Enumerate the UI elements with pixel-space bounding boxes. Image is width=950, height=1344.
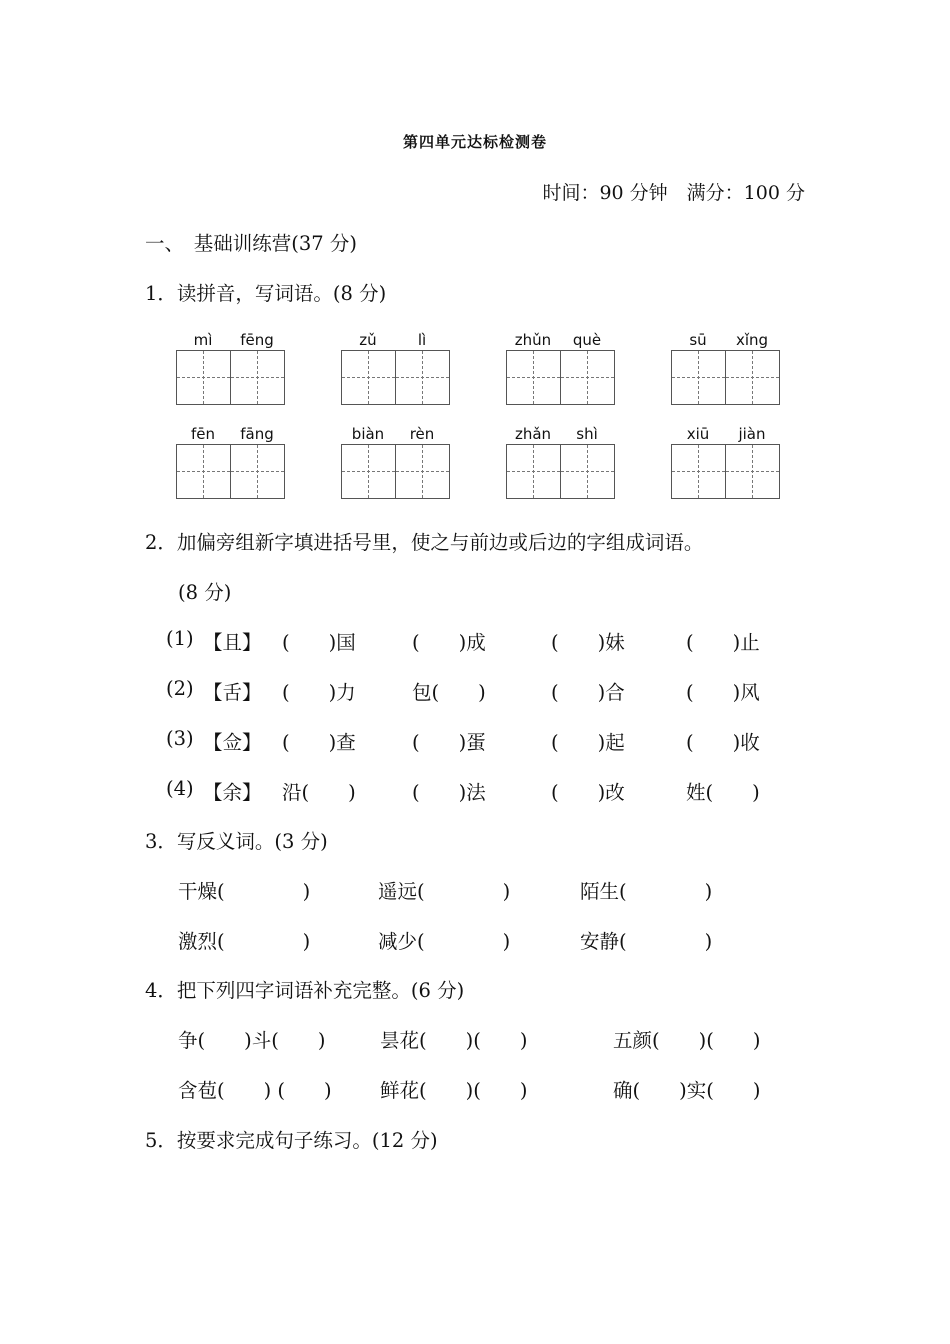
- question-2-blank[interactable]: ( )查: [282, 731, 356, 754]
- pinyin-label: lì: [417, 331, 427, 349]
- question-2-blank[interactable]: ( )改: [551, 781, 625, 804]
- question-2-score: (8 分): [178, 581, 232, 604]
- writing-cell[interactable]: [671, 444, 726, 499]
- pinyin-label: biàn: [351, 425, 385, 443]
- writing-grid[interactable]: [506, 444, 615, 499]
- pinyin-label: fēng: [240, 331, 274, 349]
- pinyin-label: xiū: [686, 425, 710, 443]
- question-3-prompt: 3．写反义词。(3 分): [145, 830, 328, 853]
- question-2-blank[interactable]: ( )收: [686, 731, 760, 754]
- writing-grid[interactable]: [176, 444, 285, 499]
- pinyin-label: fāng: [240, 425, 274, 443]
- antonym-blank[interactable]: 干燥( ): [178, 880, 311, 903]
- idiom-blank[interactable]: 争( )斗( ): [178, 1029, 326, 1052]
- question-2-radical: 【且】: [203, 631, 262, 654]
- writing-cell[interactable]: [395, 444, 450, 499]
- writing-cell[interactable]: [560, 444, 615, 499]
- section-heading: 一、 基础训练营(37 分): [145, 232, 357, 255]
- writing-cell[interactable]: [176, 444, 231, 499]
- question-2-radical: 【佥】: [203, 731, 262, 754]
- question-2-blank[interactable]: ( )成: [412, 631, 486, 654]
- pinyin-label: jiàn: [738, 425, 766, 443]
- question-2-blank[interactable]: ( )风: [686, 681, 760, 704]
- writing-cell[interactable]: [341, 350, 396, 405]
- writing-grid[interactable]: [341, 444, 450, 499]
- question-2-blank[interactable]: ( )蛋: [412, 731, 486, 754]
- question-2-blank[interactable]: ( )法: [412, 781, 486, 804]
- pinyin-label: xǐng: [735, 331, 769, 349]
- writing-cell[interactable]: [230, 350, 285, 405]
- writing-cell[interactable]: [560, 350, 615, 405]
- writing-cell[interactable]: [395, 350, 450, 405]
- antonym-blank[interactable]: 安静( ): [580, 930, 713, 953]
- question-2-blank[interactable]: ( )起: [551, 731, 625, 754]
- writing-cell[interactable]: [671, 350, 726, 405]
- exam-meta: 时间：90 分钟 满分：100 分: [542, 182, 805, 204]
- writing-grid[interactable]: [341, 350, 450, 405]
- question-2-radical: 【余】: [203, 781, 262, 804]
- writing-cell[interactable]: [341, 444, 396, 499]
- question-2-blank[interactable]: ( )国: [282, 631, 356, 654]
- question-4-prompt: 4．把下列四字词语补充完整。(6 分): [145, 979, 465, 1002]
- question-2-prompt: 2．加偏旁组新字填进括号里，使之与前边或后边的字组成词语。: [145, 531, 704, 554]
- question-5-prompt: 5．按要求完成句子练习。(12 分): [145, 1129, 438, 1152]
- pinyin-label: rèn: [409, 425, 435, 443]
- question-2-blank[interactable]: 姓( ): [686, 781, 760, 804]
- writing-cell[interactable]: [176, 350, 231, 405]
- writing-cell[interactable]: [230, 444, 285, 499]
- writing-cell[interactable]: [725, 350, 780, 405]
- question-2-radical: 【舌】: [203, 681, 262, 704]
- antonym-blank[interactable]: 减少( ): [378, 930, 511, 953]
- idiom-blank[interactable]: 确( )实( ): [613, 1079, 761, 1102]
- idiom-blank[interactable]: 含苞( ) ( ): [178, 1079, 332, 1102]
- question-2-blank[interactable]: ( )妹: [551, 631, 625, 654]
- question-2-item-number: (4): [166, 777, 194, 800]
- writing-cell[interactable]: [725, 444, 780, 499]
- idiom-blank[interactable]: 五颜( )( ): [613, 1029, 761, 1052]
- question-2-blank[interactable]: 沿( ): [282, 781, 356, 804]
- pinyin-label: zhǎn: [514, 425, 552, 443]
- writing-cell[interactable]: [506, 350, 561, 405]
- page-title: 第四单元达标检测卷: [402, 133, 547, 151]
- pinyin-label: fēn: [190, 425, 216, 443]
- pinyin-label: què: [572, 331, 602, 349]
- pinyin-label: shì: [576, 425, 598, 443]
- idiom-blank[interactable]: 昙花( )( ): [380, 1029, 528, 1052]
- pinyin-label: sū: [689, 331, 707, 349]
- pinyin-label: mì: [193, 331, 213, 349]
- antonym-blank[interactable]: 激烈( ): [178, 930, 311, 953]
- question-2-item-number: (3): [166, 727, 194, 750]
- question-1-prompt: 1．读拼音，写词语。(8 分): [145, 282, 387, 305]
- question-2-blank[interactable]: ( )合: [551, 681, 625, 704]
- antonym-blank[interactable]: 陌生( ): [580, 880, 713, 903]
- writing-grid[interactable]: [671, 444, 780, 499]
- writing-cell[interactable]: [506, 444, 561, 499]
- question-2-item-number: (2): [166, 677, 194, 700]
- writing-grid[interactable]: [506, 350, 615, 405]
- writing-grid[interactable]: [671, 350, 780, 405]
- pinyin-label: zǔ: [359, 331, 377, 349]
- antonym-blank[interactable]: 遥远( ): [378, 880, 511, 903]
- pinyin-label: zhǔn: [514, 331, 552, 349]
- question-2-blank[interactable]: 包( ): [412, 681, 486, 704]
- writing-grid[interactable]: [176, 350, 285, 405]
- question-2-blank[interactable]: ( )止: [686, 631, 760, 654]
- question-2-item-number: (1): [166, 627, 194, 650]
- idiom-blank[interactable]: 鲜花( )( ): [380, 1079, 528, 1102]
- question-2-blank[interactable]: ( )力: [282, 681, 356, 704]
